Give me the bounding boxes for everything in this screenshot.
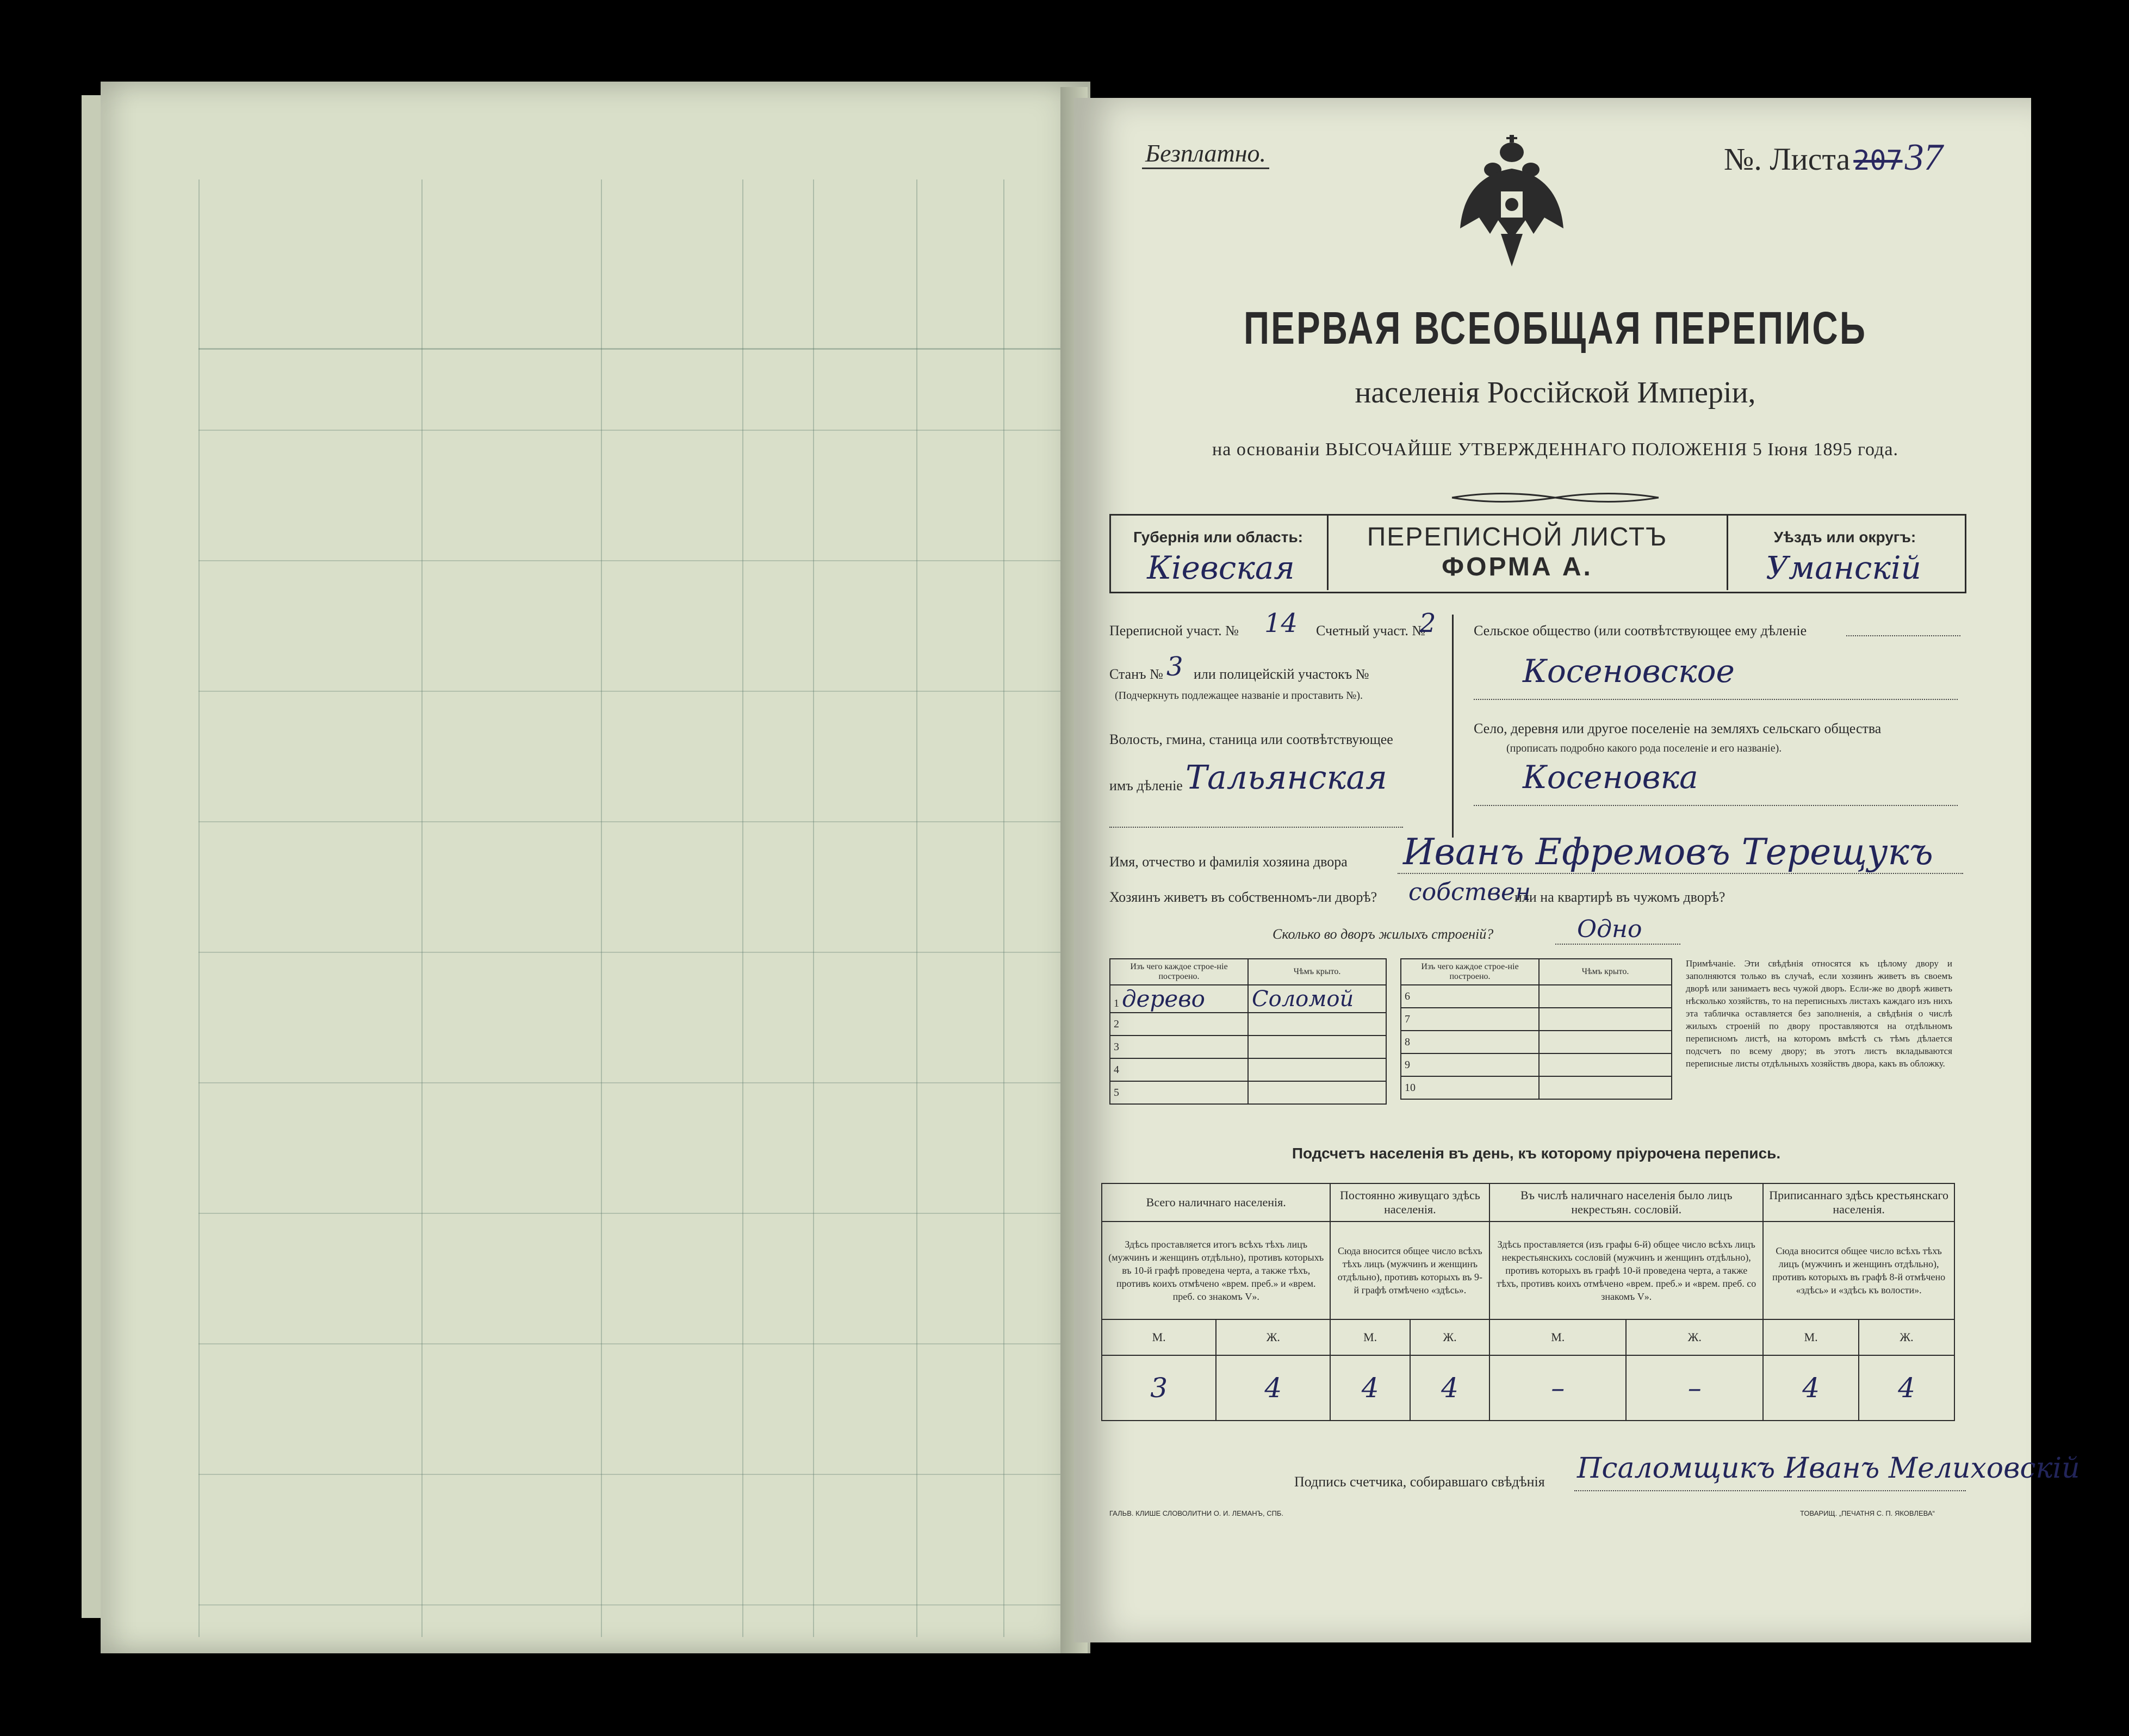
volost-label-2: имъ дѣленіе bbox=[1109, 778, 1183, 793]
pop-value: 4 bbox=[1330, 1355, 1410, 1421]
table-row: 7 bbox=[1401, 1008, 1672, 1031]
count-area-value: 2 bbox=[1419, 608, 1436, 638]
pop-value: 4 bbox=[1410, 1355, 1489, 1421]
underline-note: (Подчеркнуть подлежащее названіе и проставить №). bbox=[1115, 690, 1363, 702]
table-row: 2 bbox=[1110, 1013, 1386, 1036]
village-label: Село, деревня или другое поселеніе на земляхъ сельскаго общества bbox=[1474, 721, 1882, 736]
building-roof: Соломой bbox=[1252, 986, 1354, 1012]
table-row: 4 bbox=[1110, 1058, 1386, 1081]
buildings-col-roof-2: Чѣмъ крыто. bbox=[1539, 959, 1672, 985]
left-page-grid bbox=[198, 179, 1069, 1637]
printer-imprint-left: ГАЛЬВ. КЛИШЕ СЛОВОЛИТНИ О. И. ЛЕМАНЪ, СПБ. bbox=[1109, 1509, 1284, 1517]
pop-value: 4 bbox=[1216, 1355, 1330, 1421]
own-yard-label-2: или на квартирѣ въ чужомъ дворѣ? bbox=[1514, 889, 1725, 905]
own-yard-label: Хозяинъ живетъ въ собственномъ-ли дворѣ? bbox=[1109, 889, 1377, 905]
owner-label: Имя, отчество и фамилія хозяина двора bbox=[1109, 854, 1348, 870]
pop-head-present: Всего наличнаго населенія. bbox=[1102, 1183, 1330, 1222]
buildings-col-material-2: Изъ чего каждое строе-ніе построено. bbox=[1401, 959, 1539, 985]
pop-value: 4 bbox=[1763, 1355, 1859, 1421]
buildings-table-left bbox=[1109, 958, 1387, 1105]
province-label: Губернія или область: bbox=[1133, 529, 1304, 545]
census-subtitle: населенія Россійской Имперіи, bbox=[1355, 376, 1756, 410]
enumerator-signature: Псаломщикъ Иванъ Мелиховскій bbox=[1577, 1452, 2080, 1485]
census-area-label: Переписной участ. № bbox=[1109, 623, 1239, 638]
pop-value: – bbox=[1626, 1355, 1763, 1421]
buildings-note: Примѣчаніе. Эти свѣдѣнія относятся къ цѣлому двору и заполняются только въ случаѣ, если хозяинъ живетъ въ своемъ дворѣ или занимаетъ весь чужой дворъ. Если-же во дворѣ живетъ нѣсколько хозяйствъ, то на переписныхъ листахъ каждаго изъ нихъ эта табличка оставляется без заполненія, а свѣдѣнія о числѣ жилыхъ строеній по двору проставляются на отдѣльномъ переписномъ листѣ, на которомъ вмѣстѣ съ тѣмъ дѣлается подсчетъ по всему двору; въ этотъ листъ вкладываются переписные листы отдѣльныхъ хозяйствъ двора, какъ въ обложку. bbox=[1686, 958, 1952, 1069]
volost-value: Тальянская bbox=[1185, 759, 1387, 797]
sheet-number-struck: 207 bbox=[1853, 145, 1903, 176]
population-table: Всего наличнаго населенія. Постоянно живущаго здѣсь населенія. Въ числѣ наличнаго населенія было лицъ некрестьян. сословій. Приписаннаго здѣсь крестьянскаго населенія. Здѣсь проставляется итогъ всѣхъ тѣхъ лицъ (мужчинъ и женщинъ отдѣльно), противъ которыхъ въ 10-й графѣ проведена черта, а также тѣхъ, противъ коихъ отмѣчено «врем. преб.» и «врем. преб. со знакомъ V». Сюда вносится общее число всѣхъ тѣхъ лицъ (мужчинъ и женщинъ отдѣльно), противъ которыхъ въ 9-й графѣ отмѣчено «здѣсь». Здѣсь проставляется (изъ графы 6-й) общее число всѣхъ лицъ некрестьянскихъ сословій (мужчинъ и женщинъ отдѣльно), противъ которыхъ въ графѣ 10-й проведена черта, а также тѣхъ, противъ коихъ отмѣчено «врем. преб.» и «врем. преб. со знакомъ V». Сюда вносится общее число всѣхъ тѣхъ лицъ (мужчинъ и женщинъ отдѣльно), противъ которыхъ въ графѣ 8-й отмѣчено «здѣсь» и «здѣсь къ волости». М. Ж. М. Ж. М. Ж. М. Ж. 3 4 4 4 – – 4 4 bbox=[1101, 1183, 1955, 1421]
village-note: (прописать подробно какого рода поселеніе и его названіе). bbox=[1506, 742, 1782, 754]
table-row: 10 bbox=[1401, 1076, 1672, 1099]
sheet-number-label: №. Листа bbox=[1724, 141, 1851, 177]
stan-value: 3 bbox=[1166, 652, 1183, 682]
buildings-col-roof: Чѣмъ крыто. bbox=[1248, 959, 1386, 985]
left-grid-header bbox=[198, 179, 1069, 350]
owner-value: Иванъ Ефремовъ Терещукъ bbox=[1403, 831, 1933, 873]
village-value: Косеновка bbox=[1523, 759, 1698, 796]
own-yard-value: собствен bbox=[1408, 878, 1531, 906]
buildings-table-right bbox=[1400, 958, 1672, 1100]
society-value: Косеновское bbox=[1523, 653, 1735, 690]
district-value: Уманскій bbox=[1766, 549, 1921, 586]
pop-value: 4 bbox=[1859, 1355, 1954, 1421]
printer-imprint-right: ТОВАРИЩ. „ПЕЧАТНЯ С. П. ЯКОВЛЕВА“ bbox=[1800, 1509, 1935, 1517]
form-title-line1: ПЕРЕПИСНОЙ ЛИСТЪ bbox=[1367, 523, 1668, 551]
left-page bbox=[101, 82, 1090, 1653]
signature-label: Подпись счетчика, собиравшаго свѣдѣнія bbox=[1294, 1474, 1545, 1490]
population-values-row bbox=[1102, 1355, 1954, 1421]
table-row: 5 bbox=[1110, 1081, 1386, 1104]
pop-head-nonpeasant: Въ числѣ наличнаго населенія было лицъ некрестьян. сословій. bbox=[1489, 1183, 1763, 1222]
population-title: Подсчетъ населенія въ день, къ которому пріурочена перепись. bbox=[1292, 1145, 1781, 1162]
table-row: 1 дерево Соломой bbox=[1110, 985, 1386, 1013]
table-row: 8 bbox=[1401, 1031, 1672, 1053]
volost-label: Волость, гмина, станица или соотвѣтствующее bbox=[1109, 731, 1393, 747]
census-area-value: 14 bbox=[1264, 608, 1298, 638]
pop-value: – bbox=[1489, 1355, 1626, 1421]
police-area-label: или полицейскій участокъ № bbox=[1194, 666, 1369, 682]
province-value: Кіевская bbox=[1147, 549, 1295, 586]
buildings-count-label: Сколько во дворъ жилыхъ строеній? bbox=[1273, 926, 1494, 942]
divider-ornament bbox=[1447, 487, 1664, 509]
census-legal-basis: на основаніи ВЫСОЧАЙШЕ УТВЕРЖДЕННАГО ПОЛОЖЕНІЯ 5 Іюня 1895 года. bbox=[1212, 439, 1898, 460]
table-row: 3 bbox=[1110, 1036, 1386, 1058]
district-label: Уѣздъ или округъ: bbox=[1773, 529, 1916, 545]
count-area-label: Счетный участ. № bbox=[1316, 623, 1426, 638]
form-title bbox=[1327, 522, 1708, 582]
census-title: ПЕРВАЯ ВСЕОБЩАЯ ПЕРЕПИСЬ bbox=[1243, 302, 1867, 354]
table-row: 6 bbox=[1401, 985, 1672, 1008]
sheet-number-handwritten: 37 bbox=[1904, 137, 1943, 178]
pop-value: 3 bbox=[1102, 1355, 1216, 1421]
building-material: дерево bbox=[1122, 985, 1205, 1012]
pop-head-peasant: Приписаннаго здѣсь крестьянскаго населенія. bbox=[1763, 1183, 1954, 1222]
free-of-charge-label: Безплатно. bbox=[1142, 139, 1269, 169]
fields-divider bbox=[1452, 615, 1454, 838]
table-row: 9 bbox=[1401, 1053, 1672, 1076]
society-label: Сельское общество (или соотвѣтствующее ему дѣленіе bbox=[1474, 623, 1807, 638]
form-title-line2: ФОРМА А. bbox=[1442, 553, 1593, 581]
imperial-eagle-icon bbox=[1457, 131, 1566, 272]
stan-label: Станъ № bbox=[1109, 666, 1163, 682]
pop-head-permanent: Постоянно живущаго здѣсь населенія. bbox=[1330, 1183, 1489, 1222]
buildings-col-material: Изъ чего каждое строе-ніе построено. bbox=[1110, 959, 1248, 985]
buildings-count-value: Одно bbox=[1577, 915, 1642, 943]
sheet-number bbox=[1724, 136, 1943, 179]
